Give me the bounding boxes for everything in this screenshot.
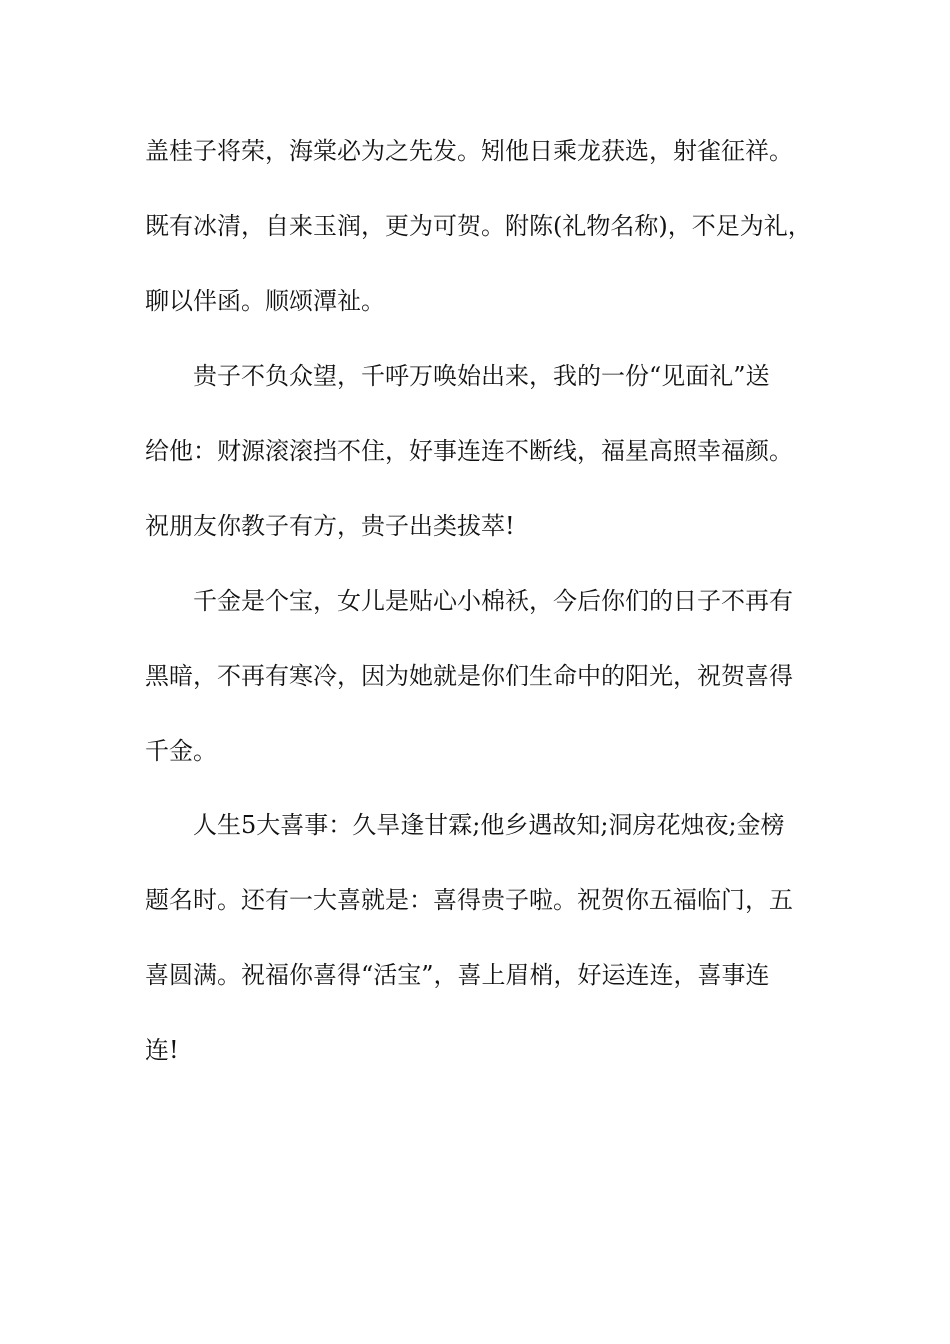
text-line: 连! [145, 1036, 179, 1064]
text-line: 既有冰清，自来玉润，更为可贺。附陈(礼物名称)，不足为礼， [145, 212, 812, 240]
text-line: 人生5大喜事：久旱逢甘霖;他乡遇故知;洞房花烛夜;金榜 [193, 811, 785, 839]
text-line: 千金。 [145, 737, 217, 765]
text-line: 盖桂子将荣，海棠必为之先发。矧他日乘龙获选，射雀征祥。 [145, 137, 793, 165]
text-line: 给他：财源滚滚挡不住，好事连连不断线，福星高照幸福颜。 [145, 437, 793, 465]
text-line: 千金是个宝，女儿是贴心小棉袄，今后你们的日子不再有 [193, 587, 793, 615]
text-line: 聊以伴函。顺颂潭祉。 [145, 287, 385, 315]
text-line: 题名时。还有一大喜就是：喜得贵子啦。祝贺你五福临门，五 [145, 886, 793, 914]
text-line: 黑暗，不再有寒冷，因为她就是你们生命中的阳光，祝贺喜得 [145, 662, 793, 690]
text-line: 贵子不负众望，千呼万唤始出来，我的一份“见面礼”送 [193, 362, 770, 390]
text-line: 喜圆满。祝福你喜得“活宝”，喜上眉梢，好运连连，喜事连 [145, 961, 770, 989]
text-line: 祝朋友你教子有方，贵子出类拔萃! [145, 512, 515, 540]
